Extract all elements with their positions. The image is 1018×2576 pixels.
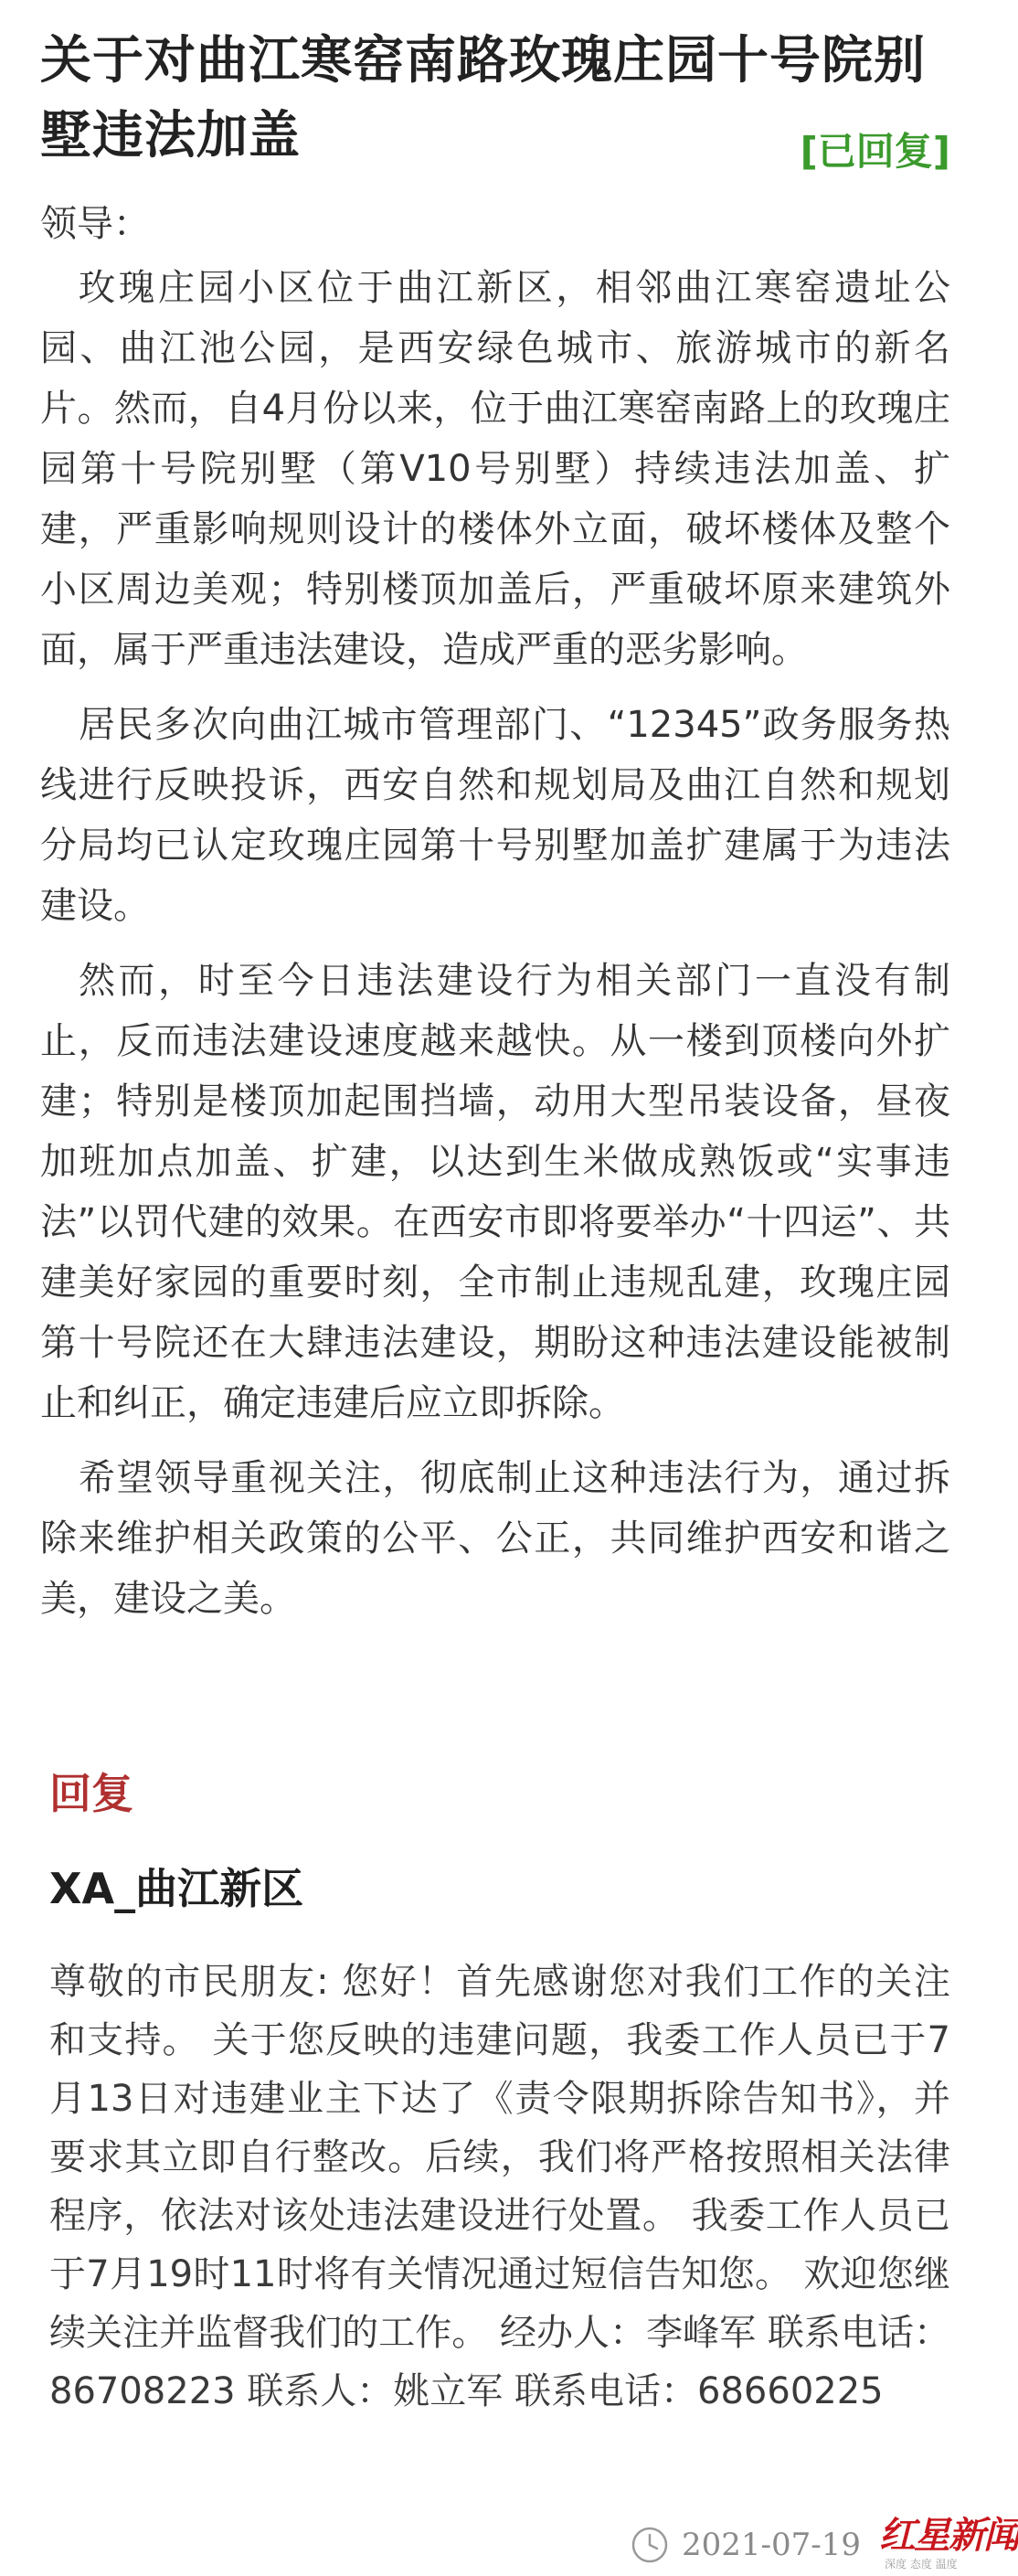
letter-paragraph: 居民多次向曲江城市管理部门、“12345”政务服务热线进行反映投诉，西安自然和规划局及曲江自然和规划分局均已认定玫瑰庄园第十号别墅加盖扩建属于为违法建设。 [40,704,950,927]
watermark-logo [875,2514,1018,2576]
reply-heading: 回复 [49,1769,133,1818]
letter-paragraph: 然而，时至今日违法建设行为相关部门一直没有制止，反而违法建设速度越来越快。从一楼到顶楼向外扩建；特别是楼顶加起围挡墙，动用大型吊装设备，昼夜加班加点加盖、扩建，以达到生米做成熟饭或“实事违法”以罚代建的效果。在西安市即将要举办“十四运”、共建美好家园的重要时刻，全市制止违规乱建，玫瑰庄园第十号院还在大肆违法建设，期盼这种违法建设能被制止和纠正，确定违建后应立即拆除。 [40,960,950,1424]
watermark-logo-text: 红星新闻 [879,2515,1018,2557]
reply-section [49,1764,950,2421]
clock-icon [631,2526,669,2564]
letter-paragraph: 希望领导重视关注，彻底制止这种违法行为，通过拆除来维护相关政策的公平、公正，共同维护西安和谐之美，建设之美。 [40,1457,950,1620]
letter-content [40,194,950,1644]
post-date: 2021-07-19 [681,2527,861,2563]
post-title: 关于对曲江寒窑南路玫瑰庄园十号院别墅违法加盖 [40,31,926,165]
reply-body: 尊敬的市民朋友: 您好！首先感谢您对我们工作的关注和支持。 关于您反映的违建问题，我委工作人员已于7月13日对违建业主下达了《责令限期拆除告知书》，并要求其立即自行整改。后续，我们将严格按照相关法律程序，依法对该处违法建设进行处置。 我委工作人员已于7月19时11时将有关情况通过短信告知您。 欢迎您继续关注并监督我们的工作。 经办人：李峰军 联系电话：86708223 联系人：姚立军 联系电话：68660225 [49,1961,950,2412]
post-header [40,24,950,174]
watermark-logo-subtext: 深度 态度 温度 [885,2558,958,2571]
reply-author: XA_曲江新区 [49,1864,304,1913]
letter-paragraph: 玫瑰庄园小区位于曲江新区，相邻曲江寒窑遗址公园、曲江池公园，是西安绿色城市、旅游城市的新名片。然而，自4月份以来，位于曲江寒窑南路上的玫瑰庄园第十号院别墅（第V10号别墅）持续违法加盖、扩建，严重影响规则设计的楼体外立面，破坏楼体及整个小区周边美观；特别楼顶加盖后，严重破坏原来建筑外面，属于严重违法建设，造成严重的恶劣影响。 [40,267,950,671]
letter-salutation: 领导： [40,203,150,245]
footer-meta [631,2514,1018,2576]
status-badge: [已回复] [800,129,950,174]
